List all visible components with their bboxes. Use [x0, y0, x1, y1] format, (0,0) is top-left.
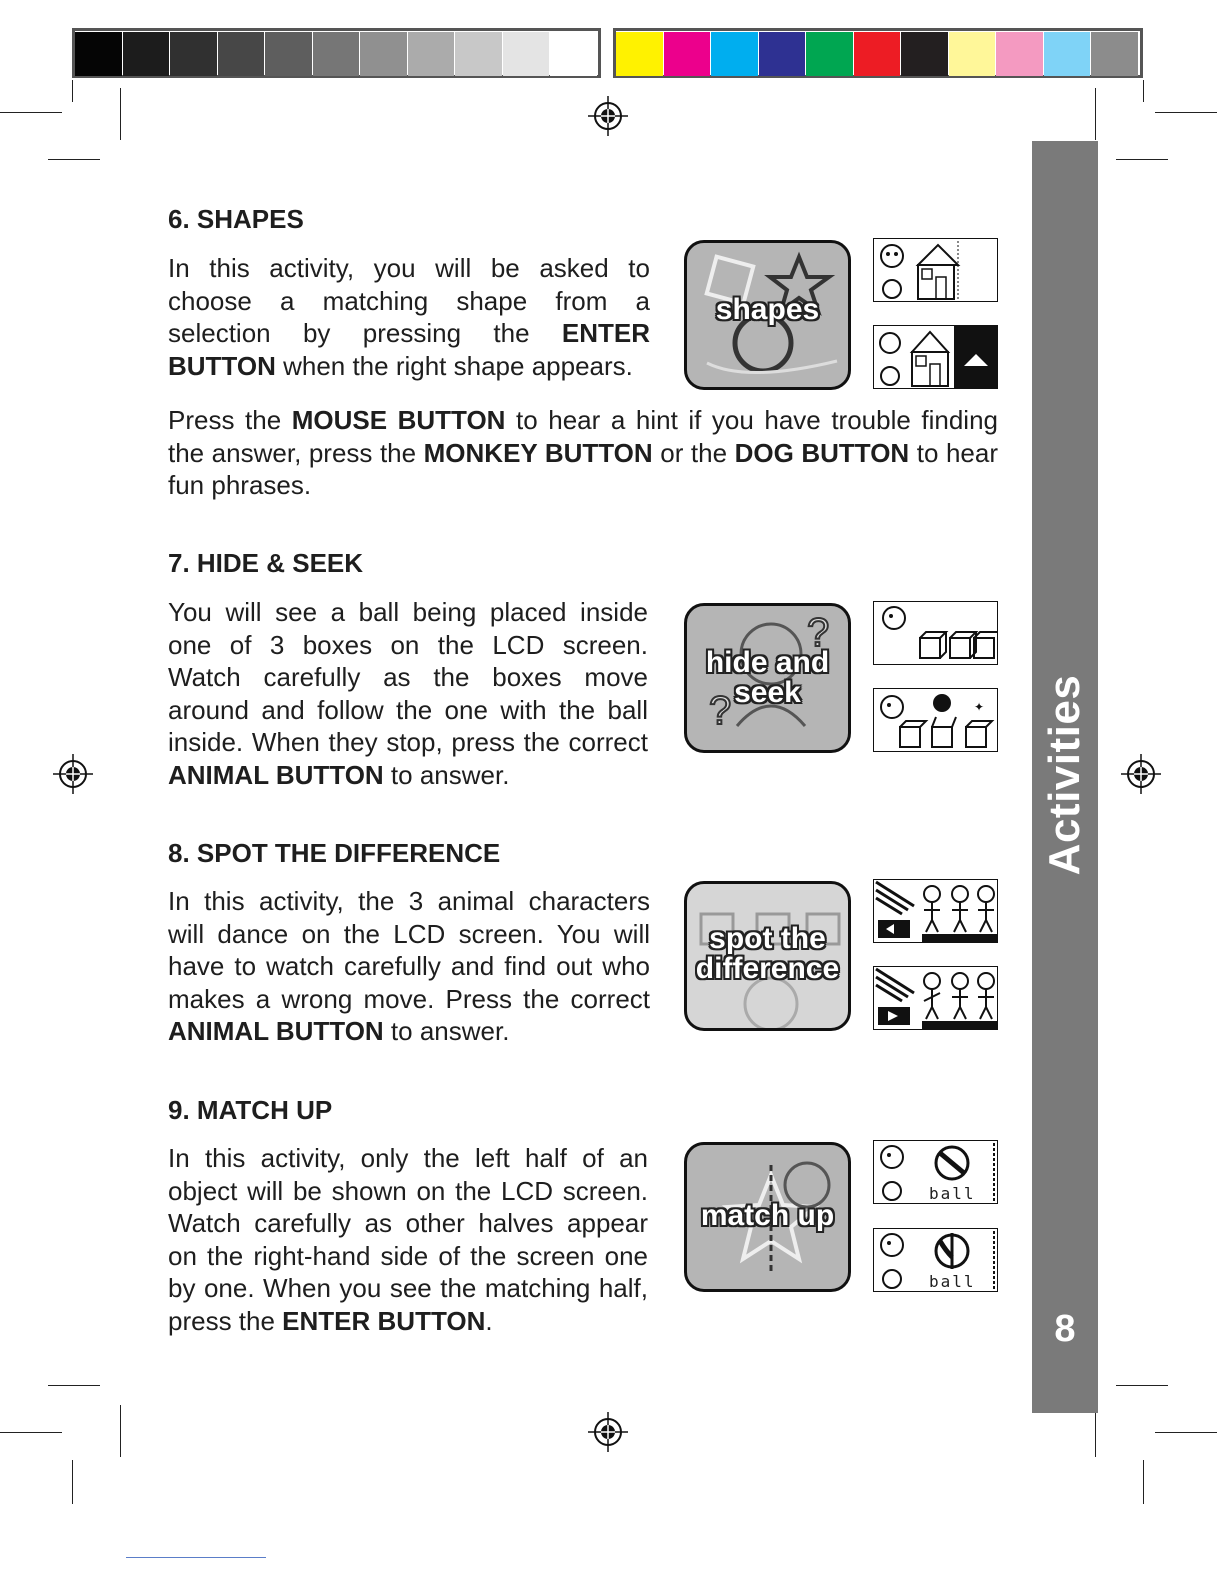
grayscale-swatch	[503, 32, 550, 76]
grayscale-swatch	[313, 32, 360, 76]
shapes-hint-text: Press the MOUSE BUTTON to hear a hint if you have trouble finding the answer, press the MONKEY BUTTON or the DOG BUTTON to hear fun phrases.	[168, 405, 999, 500]
hide-and-seek-lcd-screen-1	[873, 601, 998, 665]
section-heading-shapes: 6. SHAPES	[168, 204, 304, 234]
three-dancers-play-icon	[874, 967, 998, 1030]
color-swatch	[901, 32, 948, 76]
grayscale-swatch	[75, 32, 122, 76]
color-swatch	[1044, 32, 1091, 76]
registration-mark-icon	[588, 1412, 628, 1452]
hide-and-seek-description: You will see a ball being placed inside one of 3 boxes on the LCD screen. Watch carefully as the boxes move around and follow the one with the ball inside. When they stop, press the correct ANIMAL BUTTON to answer.	[168, 597, 648, 790]
registration-mark-icon	[53, 754, 93, 794]
color-swatch	[711, 32, 758, 76]
grayscale-swatch	[123, 32, 170, 76]
shapes-lcd-screen-2	[873, 325, 998, 389]
match-up-word-2: ball	[929, 1272, 976, 1291]
spot-the-difference-icon-label-line2: difference	[695, 952, 840, 985]
section-heading-spot-the-difference: 8. SPOT THE DIFFERENCE	[168, 838, 501, 868]
color-swatch	[996, 32, 1043, 76]
page-number: 8	[1054, 1308, 1076, 1350]
grayscale-swatch	[218, 32, 265, 76]
match-up-word-1: ball	[929, 1184, 976, 1203]
spot-the-difference-icon-label-line1: spot the	[709, 922, 826, 955]
grayscale-swatch	[408, 32, 455, 76]
three-dancers-icon	[874, 880, 998, 943]
dog-ball-boxes-icon	[874, 689, 998, 752]
house-and-triangle-icon	[874, 326, 998, 389]
section-heading-hide-and-seek: 7. HIDE & SEEK	[168, 548, 364, 578]
hide-and-seek-lcd-screen-2	[873, 688, 998, 752]
svg-text:?: ?	[807, 611, 830, 655]
color-swatch	[664, 32, 711, 76]
grayscale-swatch	[455, 32, 502, 76]
color-swatch	[806, 32, 853, 76]
color-swatch	[1091, 32, 1138, 76]
grayscale-swatch	[550, 32, 597, 76]
section-label: Activities	[1040, 674, 1089, 876]
hide-and-seek-activity-icon	[684, 603, 851, 753]
svg-text:✦: ✦	[974, 700, 985, 714]
registration-mark-icon	[1121, 754, 1161, 794]
hide-and-seek-icon-label-line2: seek	[734, 676, 801, 709]
shapes-activity-icon	[684, 240, 851, 390]
grayscale-swatch	[265, 32, 312, 76]
spot-the-difference-lcd-screen-2	[873, 966, 998, 1030]
dog-and-boxes-icon	[874, 602, 998, 665]
monkey-and-house-icon	[874, 239, 998, 302]
color-swatch	[949, 32, 996, 76]
match-up-activity-icon	[684, 1142, 851, 1292]
match-up-icon-label: match up	[700, 1199, 835, 1232]
shapes-icon-label: shapes	[715, 293, 820, 326]
color-swatch	[759, 32, 806, 76]
spot-the-difference-activity-icon	[684, 881, 851, 1031]
color-swatch	[616, 32, 663, 76]
svg-text:?: ?	[709, 689, 732, 733]
shapes-lcd-screen-1	[873, 238, 998, 302]
section-heading-match-up: 9. MATCH UP	[168, 1095, 333, 1125]
match-up-lcd-screen-2	[873, 1228, 998, 1292]
spot-the-difference-lcd-screen-1	[873, 879, 998, 943]
shapes-description: In this activity, you will be asked to choose a matching shape from a selection by pressing the ENTER BUTTON when the right shape appears.	[168, 253, 650, 381]
hide-and-seek-icon-label-line1: hide and	[705, 646, 830, 679]
color-swatch	[854, 32, 901, 76]
match-up-lcd-screen-1	[873, 1140, 998, 1204]
grayscale-swatch	[360, 32, 407, 76]
spot-the-difference-description: In this activity, the 3 animal characters will dance on the LCD screen. You will have to watch carefully and find out who makes a wrong move. Press the correct ANIMAL BUTTON to answer.	[168, 886, 650, 1046]
grayscale-swatch	[170, 32, 217, 76]
registration-mark-icon	[588, 96, 628, 136]
match-up-description: In this activity, only the left half of an object will be shown on the LCD screen. Watch carefully as other halves appear on the right-hand side of the screen one by one. When you see the matching half, press the ENTER BUTTON.	[168, 1143, 648, 1336]
